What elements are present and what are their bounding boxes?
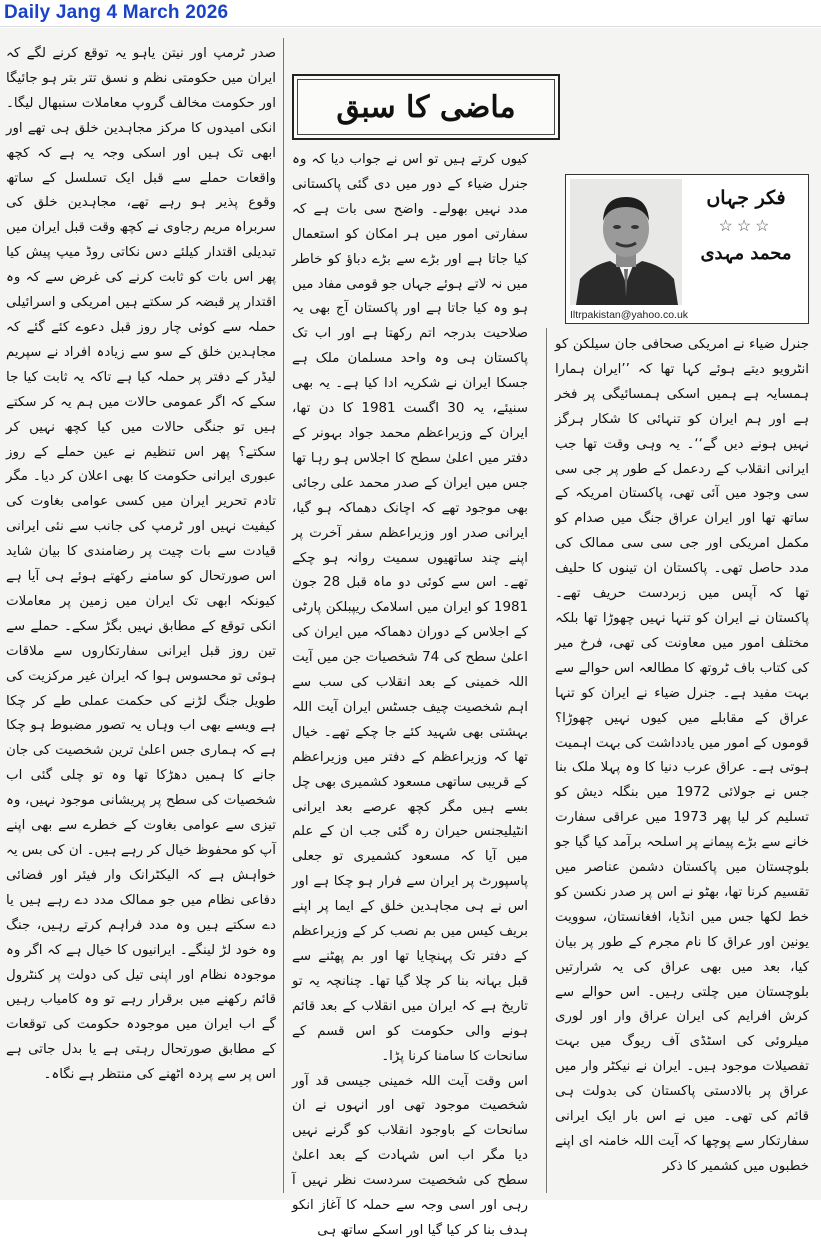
page-header [0, 0, 821, 27]
author-byline-box [565, 174, 809, 324]
paragraph: اس وقت آیت اللہ خمینی جیسی قد آور شخصیت موجود تھی اور انہوں نے ان سانحات کے باوجود انقلاب کو گرنے نہیں دیا مگر اب اس شہادت کے بعد اعلیٰ سطح کی شخصیت سردست نظر نہیں آ رہی اور اسی وجہ سے حملہ کا آغاز انکو ہدف بنا کر کیا گیا اور اسکے ساتھ ہی [292, 1073, 528, 1238]
author-email: Iltrpakistan@yahoo.co.uk [570, 309, 689, 321]
paragraph: صدر ٹرمپ اور نیتن یاہو یہ توقع کرنے لگے کہ ایران میں حکومتی نظم و نسق تتر بتر ہو جائیگا اور حکومت مخالف گروپ معاملات سنبھال لیگا۔ انکی امیدوں کا مرکز مجاہدین خلق ہی تھے اور ابھی تک ہیں اور اسکی وجہ یہ ہے کہ کچھ واقعات حملے سے قبل ایک تسلسل کے ساتھ وقوع پذیر ہو رہے تھے، مجاہدین خلق کی سربراہ مریم رجاوی نے کچھ وقت قبل ایران میں تبدیلی اقتدار کیلئے دس نکاتی روڈ میپ پیش کیا پھر اس بات کو ثابت کرنے کی غرض سے کہ وہ اقتدار پر قبضہ کر سکتے ہیں امریکی و اسرائیلی حملہ سے کوئی چار روز قبل دعوے کئے گئے کہ مجاہدین خلق کے سو سے زیادہ افراد نے سپریم لیڈر کے دفتر پر حملہ کیا ہے تاکہ یہ ثابت کیا جا سکے کہ اگر عمومی حالات میں ہم یہ کر سکتے ہیں تو جنگی حالات میں کیا کچھ نہیں کر سکتے؟ پھر اس تنظیم نے عین حملے کے روز عبوری ایرانی حکومت کا بھی اعلان کر دیا۔ مگر تادم تحریر ایران میں کسی عوامی بغاوت کی کیفیت نہیں اور ٹرمپ کی جانب سے نئی ایرانی قیادت سے بات چیت پر رضامندی کا بیان شاید اس صورتحال کو سامنے رکھتے ہوئے ہی آیا ہے کیونکہ ابھی تک ایران میں زمین پر معاملات انکی توقع کے مطابق نہیں بگڑ سکے۔ حملے سے تین روز قبل ایرانی سفارتکاروں سے ملاقات ہوئی تو محسوس ہوا کہ ایران غیر مرکزیت کی طویل جنگ لڑنے کی حکمت عملی طے کر چکا ہے ویسے بھی اب وہاں یہ تصور مضبوط ہو چکا ہے کہ ہماری جس اعلیٰ ترین شخصیت کی جان جانے کا ہمیں دھڑکا تھا وہ تو چلی گئی اب شخصیات کی سطح پر پریشانی موجود نہیں، وہ تیزی سے عوامی بغاوت کے خطرے سے بھی اپنے آپ کو محفوظ خیال کر رہے ہیں۔ ان کی بس یہ خواہش ہے کہ الیکٹرانک وار فیئر اور فضائی دفاعی نظام میں جو ممالک مدد دے رہے ہیں یا دے سکتے ہیں وہ مدد فراہم کرتے رہیں، جنگ وہ خود لڑ لینگے۔ ایرانیوں کا خیال ہے کہ اگر وہ موجودہ نظام اور اپنی تیل کی دولت پر کنٹرول قائم رکھنے میں برقرار رہے تو وہ کامیاب رہیں گے اب ایران میں موجودہ حکومت کی توقعات کے مطابق صورتحال رہتی ہے یا بدل جاتی ہے اس پر سے پردہ اٹھنے کی منتظر ہے نگاہ۔ [6, 46, 276, 1083]
article-column-left [6, 42, 276, 1192]
paragraph: جنرل ضیاء نے امریکی صحافی جان سیلکن کو انٹرویو دیتے ہوئے کہا تھا کہ ’’ایران ہمارا ہمسایہ ہے ہمیں اسکی ہمسائیگی پر فخر ہے اور ہم ایران کو تنہائی کا شکار ہرگز نہیں ہونے دیں گے‘‘۔ یہ وہی وقت تھا جب ایرانی انقلاب کے ردعمل کے طور پر جی سی سی وجود میں آئی تھی، پاکستان امریکہ کے ساتھ تھا اور ایران عراق جنگ میں صدام کو مکمل امریکی اور جی سی سی ممالک کی مدد حاصل تھی۔ پاکستان ان تینوں کا حلیف تھا کہ آپس میں زبردست حریف تھے۔ پاکستان نے ایران کو تنہا نہیں چھوڑا تھا بلکہ مختلف امور میں معاونت کی تھی، فرخ میر کی کتاب باف ٹروتھ کا مطالعہ اس حوالے سے بہت مفید ہے۔ جنرل ضیاء نے ایران کو تنہا عراق کے مقابلے میں کیوں نہیں چھوڑا؟ قوموں کے امور میں یادداشت کی بہت اہمیت ہوتی ہے۔ عراق عرب دنیا کا وہ پہلا ملک بنا جس نے جولائی 1972 میں بنگلہ دیش کو تسلیم کر لیا پھر 1973 میں عراقی سفارت خانے سے بڑے پیمانے پر اسلحہ برآمد کیا گیا جو بلوچستان میں پاکستان دشمن عناصر میں تقسیم کرنا تھا، بھٹو نے اس پر صدر نکسن کو خط لکھا جس میں انڈیا، افغانستان، سوویت یونین اور عراق کا نام مجرم کے طور پر بیان کیا، بعد میں بھی عراق کی یہ شرارتیں بلوچستان میں چلتی رہیں۔ اس حوالے سے کرش افرایم کی ایران عراق وار اور لوری میلروئی کی اسٹڈی آف ریوگ میں بہت تفصیلات موجود ہیں۔ ایران نے نیکٹر وار میں عراق پر بالادستی پاکستان کی بدولت ہی قائم کی تھی۔ میں نے اس بار ایک ایرانی سفارتکار سے پوچھا کہ آیت اللہ خامنہ ای اپنے خطبوں میں کشمیر کا ذکر [555, 337, 810, 1174]
article-title-box [292, 74, 560, 140]
decorative-stars: ☆☆☆ [718, 216, 774, 235]
article-column-middle [292, 148, 529, 1238]
column-divider-left [283, 38, 284, 1193]
author-photo [570, 179, 682, 305]
author-name: محمد مہدی [700, 243, 792, 264]
article-column-right [555, 333, 809, 1193]
author-portrait-image [570, 179, 682, 305]
article-title: ماضی کا سبق [336, 89, 516, 125]
newspaper-clipping [0, 28, 821, 1238]
column-divider-right [546, 328, 547, 1193]
byline-text [692, 183, 800, 269]
column-name: فکر جہاں [706, 187, 786, 209]
newspaper-date-title: Daily Jang 4 March 2026 [4, 2, 229, 23]
paragraph: کیوں کرتے ہیں تو اس نے جواب دیا کہ وہ جنرل ضیاء کے دور میں دی گئی پاکستانی مدد نہیں بھولے۔ واضح سی بات ہے کہ سفارتی امور میں ہر امکان کو استعمال کیا جاتا ہے اور بڑے سے بڑے دباؤ کو خاطر میں نہ لاتے ہوئے جہاں جو قومی مفاد میں ہو وہ کیا جاتا ہے اور پاکستان آج بھی یہ صلاحیت بدرجہ اتم رکھتا ہے اور اب تک پاکستان ہی وہ واحد مسلمان ملک ہے جسکا ایران نے شکریہ ادا کیا ہے۔ یہ بھی سنیئے، یہ 30 اگست 1981 کا دن تھا، ایران کے وزیراعظم محمد جواد بہونر کے دفتر میں اعلیٰ سطح کا اجلاس ہو رہا تھا جس میں ایران کے صدر محمد علی رجائی بھی موجود تھے کہ اچانک دھماکہ ہو گیا، ایرانی صدر اور وزیراعظم سفر آخرت پر اپنے چند ساتھیوں سمیت روانہ ہو چکے تھے۔ اس سے کوئی دو ماہ قبل 28 جون 1981 کو ایران میں اسلامک ریپبلکن پارٹی کے اجلاس کے دوران دھماکہ میں ایران کی اعلیٰ سطح کی 74 شخصیات جن میں آیت اللہ خمینی کے بعد انقلاب کی سب سے اہم شخصیت چیف جسٹس ایران آیت اللہ بہشتی بھی شہید کئے جا چکے تھے۔ خیال تھا کہ وزیراعظم کے دفتر میں وزیراعظم کے قریبی ساتھی مسعود کشمیری بھی چل بسے ہیں مگر کچھ عرصے بعد ایرانی انٹیلیجنس حیران رہ گئی جب ان کے علم میں آیا کہ مسعود کشمیری تو جعلی پاسپورٹ پر ایران سے فرار ہو چکا ہے اور اس نے ہی مجاہدین خلق کے ایما پر اپنے بریف کیس میں بم نصب کر کے وزیراعظم کے دفتر تک پہنچایا تھا اور بم پھٹنے سے قبل بہانہ بنا کر چلا گیا تھا۔ چنانچہ یہ تو تاریخ ہے کہ ایران میں انقلاب کے بعد قائم ہونے والی حکومت کو اس قسم کے سانحات کا سامنا کرنا پڑا۔ [292, 152, 529, 1064]
